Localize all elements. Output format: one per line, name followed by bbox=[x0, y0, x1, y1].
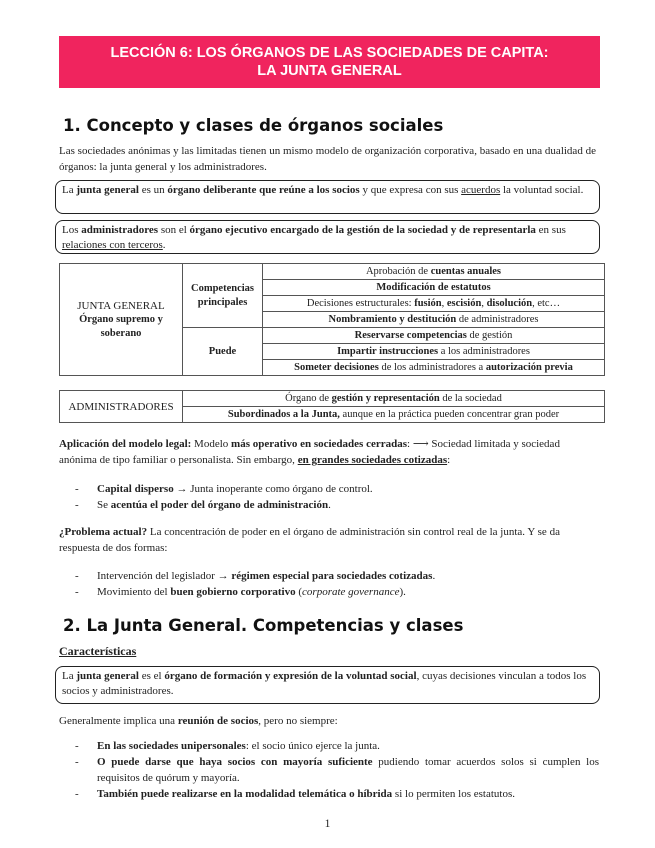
text: de los administradores a bbox=[378, 361, 486, 373]
bold-text: reunión de socios bbox=[177, 715, 259, 727]
banner-line-2: LA JUNTA GENERAL bbox=[257, 63, 402, 79]
bold-text: Aplicación del modelo legal: bbox=[59, 438, 192, 450]
text: , cuyas decisiones vinculan a todos los socios y administradores. bbox=[62, 670, 587, 697]
list-item bbox=[59, 481, 599, 497]
text: ). bbox=[399, 586, 406, 598]
caracteristicas-subtitle: Características bbox=[59, 644, 137, 658]
problema-paragraph bbox=[59, 524, 599, 556]
bold-text: Nombramiento y destitución bbox=[328, 313, 457, 325]
text: si lo permiten los estatutos. bbox=[392, 788, 515, 800]
list-item bbox=[59, 497, 599, 513]
section-2-title: 2. La Junta General. Competencias y clases bbox=[63, 616, 464, 635]
text: Decisiones estructurales: bbox=[306, 297, 415, 309]
text: en sus bbox=[535, 224, 566, 236]
text: de administradores bbox=[456, 313, 539, 325]
definition-box-junta bbox=[55, 180, 600, 214]
bold-text: órgano ejecutivo encargado de la gestión de la sociedad y de representarla bbox=[189, 224, 536, 236]
text: Generalmente implica una bbox=[59, 715, 178, 727]
text: Movimiento del bbox=[97, 586, 171, 598]
text: de la sociedad bbox=[439, 392, 502, 404]
administradores-table bbox=[59, 390, 605, 423]
table-row bbox=[263, 264, 605, 280]
text: ( bbox=[295, 586, 303, 598]
text: es un bbox=[139, 184, 168, 196]
bold-text: órgano deliberante que reúne a los socios bbox=[167, 184, 360, 196]
text: : bbox=[447, 454, 451, 466]
text: La concentración de poder en el órgano de administración sin control real de la junta. Y se da respuesta de dos formas: bbox=[59, 526, 560, 554]
generalmente-paragraph bbox=[59, 713, 599, 729]
text: Órgano de bbox=[285, 392, 332, 404]
text: Intervención del legislador → bbox=[97, 570, 232, 582]
bold-text: Modificación de estatutos bbox=[376, 281, 491, 293]
text: pudiendo tomar acuerdos solos si cumplen los requisitos de quórum y mayoría. bbox=[97, 756, 600, 784]
bold-text: Subordinados a la Junta, bbox=[227, 408, 340, 420]
table-row bbox=[263, 312, 605, 328]
junta-general-label: JUNTA GENERAL bbox=[77, 299, 165, 312]
definition-box-junta-general bbox=[55, 666, 600, 704]
junta-modalidades-list bbox=[59, 738, 599, 802]
table-row bbox=[263, 360, 605, 376]
bold-text: Impartir instrucciones bbox=[337, 345, 439, 357]
bold-text: más operativo en sociedades cerradas bbox=[231, 438, 408, 450]
organo-supremo-label: Órgano supremo y soberano bbox=[79, 313, 163, 339]
text: a los administradores bbox=[438, 345, 530, 357]
bold-text: en grandes sociedades cotizadas bbox=[297, 454, 448, 466]
text: Modelo bbox=[191, 438, 232, 450]
term-administradores: administradores bbox=[81, 224, 159, 236]
text: de gestión bbox=[466, 329, 513, 341]
text: la voluntad social. bbox=[500, 184, 584, 196]
table-row bbox=[263, 344, 605, 360]
bold-text: Someter decisiones bbox=[294, 361, 379, 373]
italic-text: corporate governance bbox=[302, 586, 400, 598]
text: : ⟶ Sociedad limitada y sociedad anónima de tipo familiar o personalista. Sin embargo, bbox=[59, 438, 560, 466]
bold-text: También puede realizarse en la modalidad telemática o híbrida bbox=[97, 788, 393, 800]
text: , etc… bbox=[532, 297, 561, 309]
respuesta-list bbox=[59, 568, 599, 600]
text: Se bbox=[97, 499, 111, 511]
text: Los bbox=[62, 224, 82, 236]
list-item bbox=[59, 584, 599, 600]
text: , bbox=[441, 297, 447, 309]
bold-text: En las sociedades unipersonales bbox=[97, 740, 246, 752]
bold-text: cuentas anuales bbox=[430, 265, 502, 277]
bold-text: acentúa el poder del órgano de administración bbox=[110, 499, 329, 511]
bold-text: O puede darse que haya socios con mayoría suficiente bbox=[97, 756, 373, 768]
list-item bbox=[59, 738, 599, 754]
table-row bbox=[263, 280, 605, 296]
definition-box-administradores bbox=[55, 220, 600, 254]
aplicacion-paragraph bbox=[59, 436, 599, 468]
text: . bbox=[328, 499, 331, 511]
text: aunque en la práctica pueden concentrar gran poder bbox=[339, 408, 560, 420]
bold-text: ¿Problema actual? bbox=[59, 526, 148, 538]
text: es el bbox=[139, 670, 165, 682]
text: son el bbox=[158, 224, 190, 236]
bold-text: disolución bbox=[486, 297, 533, 309]
underlined-text: acuerdos bbox=[461, 184, 501, 196]
list-item bbox=[59, 568, 599, 584]
table-row bbox=[263, 296, 605, 312]
intro-paragraph: Las sociedades anónimas y las limitadas tienen un mismo modelo de organización corporativa, basado en una dualidad de órganos: la junta general y los administradores. bbox=[59, 145, 596, 173]
text: Aprobación de bbox=[365, 265, 431, 277]
term-junta-general: junta general bbox=[76, 670, 139, 682]
text: y que expresa con sus bbox=[359, 184, 462, 196]
administradores-cell: ADMINISTRADORES bbox=[60, 391, 183, 423]
table-row bbox=[183, 407, 605, 423]
bold-text: Reservarse competencias bbox=[354, 329, 467, 341]
table-row bbox=[183, 391, 605, 407]
list-item bbox=[59, 786, 599, 802]
text: . bbox=[432, 570, 436, 582]
bold-text: Capital disperso bbox=[97, 483, 174, 495]
junta-general-cell bbox=[60, 264, 183, 376]
capital-list bbox=[59, 481, 599, 513]
text: . bbox=[162, 239, 166, 251]
banner-line-1: LECCIÓN 6: LOS ÓRGANOS DE LAS SOCIEDADES DE CAPITA: bbox=[110, 45, 549, 61]
table-row bbox=[263, 328, 605, 344]
text: , bbox=[481, 297, 487, 309]
lesson-banner bbox=[59, 36, 600, 88]
section-1-title: 1. Concepto y clases de órganos sociales bbox=[63, 116, 444, 135]
bold-text: órgano de formación y expresión de la voluntad social bbox=[164, 670, 417, 682]
text: → Junta inoperante como órgano de control. bbox=[173, 483, 373, 495]
term-junta-general: junta general bbox=[76, 184, 139, 196]
bold-text: escisión bbox=[446, 297, 482, 309]
bold-text: autorización previa bbox=[485, 361, 573, 373]
list-item bbox=[59, 754, 599, 786]
text: , pero no siempre: bbox=[258, 715, 338, 727]
puede-group-cell: Puede bbox=[183, 328, 263, 376]
text: : el socio único ejerce la junta. bbox=[245, 740, 380, 752]
page-number: 1 bbox=[324, 818, 331, 830]
bold-text: fusión bbox=[414, 297, 442, 309]
bold-text: buen gobierno corporativo bbox=[170, 586, 296, 598]
competencias-group-cell: Competencias principales bbox=[183, 264, 263, 328]
junta-general-table bbox=[59, 263, 605, 376]
underlined-text: relaciones con terceros bbox=[62, 239, 163, 251]
bold-text: régimen especial para sociedades cotizadas bbox=[231, 570, 433, 582]
text: La bbox=[62, 670, 77, 682]
text: La bbox=[62, 184, 77, 196]
bold-text: gestión y representación bbox=[331, 392, 440, 404]
